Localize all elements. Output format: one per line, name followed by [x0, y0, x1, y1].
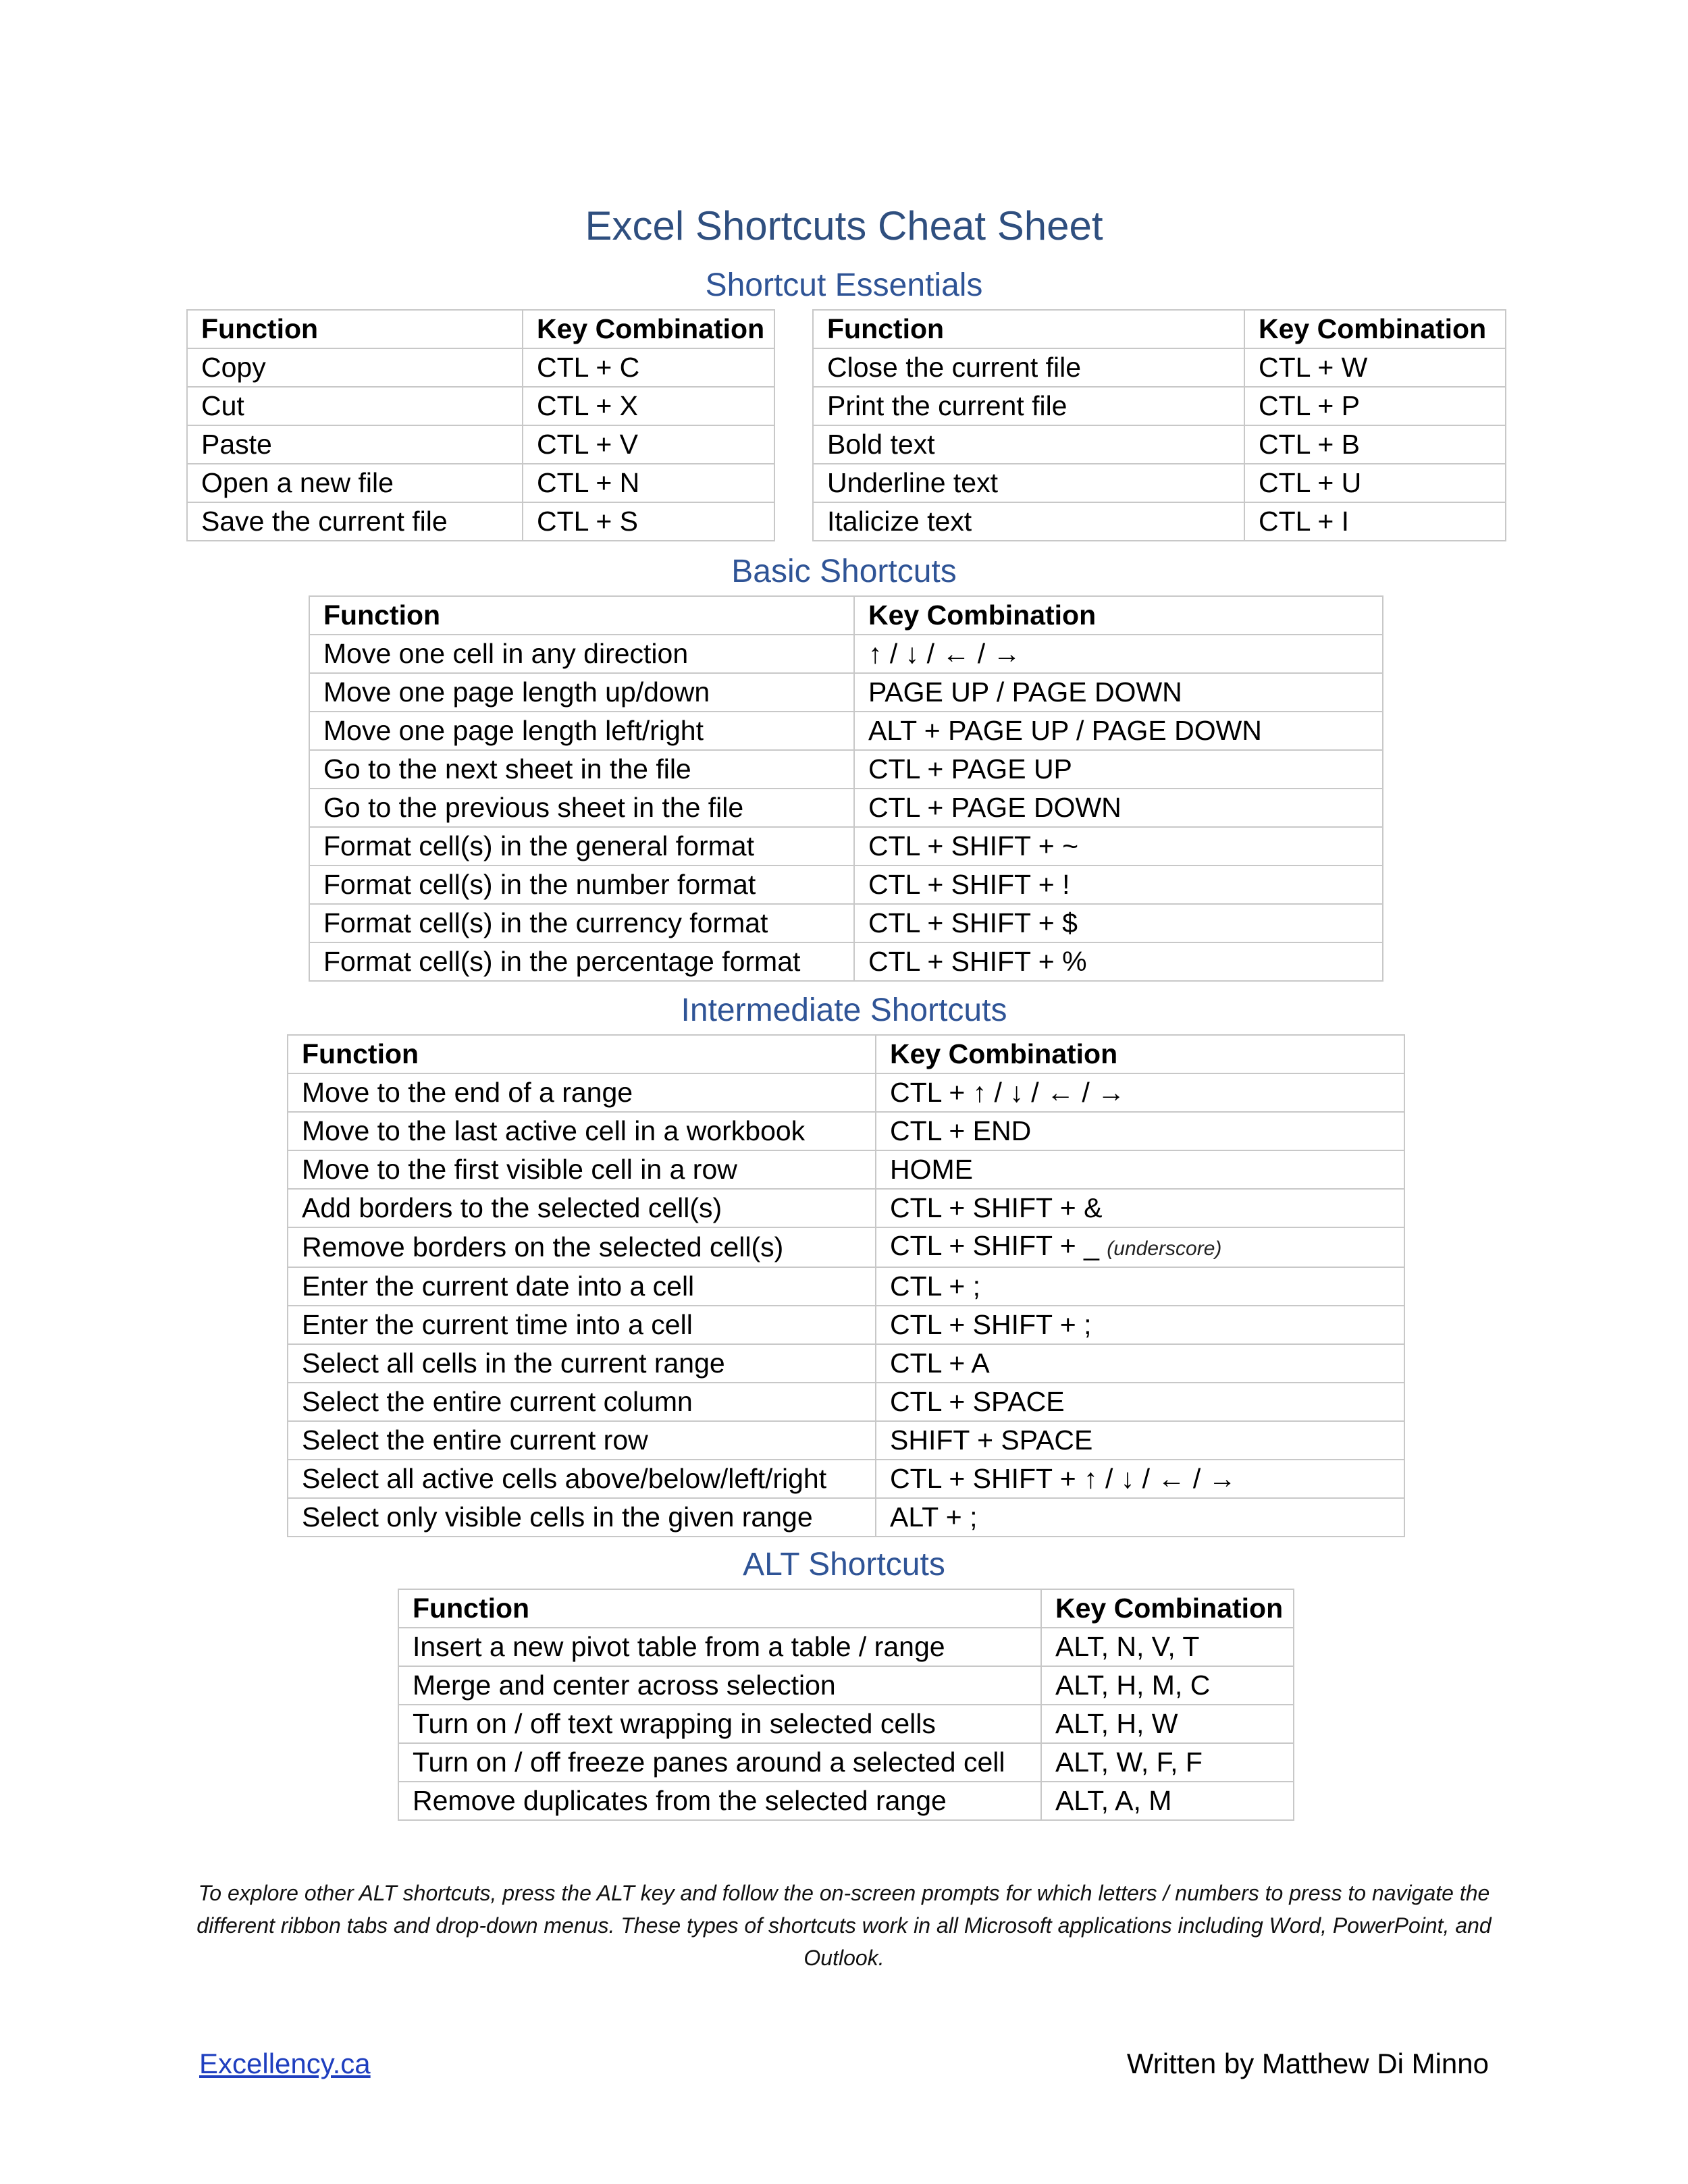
header-function: Function [813, 310, 1244, 348]
table-row [398, 1705, 1294, 1743]
function-cell: Enter the current time into a cell [288, 1306, 876, 1344]
header-key-combination: Key Combination [1244, 310, 1506, 348]
header-function: Function [187, 310, 523, 348]
key-cell: ALT, H, W [1041, 1705, 1294, 1743]
key-cell: CTL + V [523, 425, 774, 464]
essentials-left-table [186, 309, 775, 541]
alt-heading: ALT Shortcuts [743, 1547, 945, 1582]
table-row [309, 942, 1383, 981]
table-row [813, 502, 1506, 541]
table-row [813, 464, 1506, 502]
table-row [309, 827, 1383, 865]
header-function: Function [398, 1589, 1041, 1628]
key-cell: ALT, H, M, C [1041, 1666, 1294, 1705]
key-cell: CTL + SHIFT + $ [854, 904, 1383, 942]
header-key-combination: Key Combination [854, 596, 1383, 635]
table-row [398, 1628, 1294, 1666]
table-row [309, 635, 1383, 673]
function-cell: Save the current file [187, 502, 523, 541]
table-header-row [187, 310, 774, 348]
key-cell: CTL + SHIFT + ! [854, 865, 1383, 904]
table-header-row [288, 1035, 1404, 1073]
key-cell: CTL + SHIFT + ↑ / ↓ / ← / → [876, 1460, 1404, 1498]
key-cell: CTL + B [1244, 425, 1506, 464]
table-row [187, 348, 774, 387]
key-cell: CTL + W [1244, 348, 1506, 387]
intermediate-table [287, 1034, 1405, 1537]
key-cell: CTL + SHIFT + & [876, 1189, 1404, 1227]
function-cell: Move one page length up/down [309, 673, 854, 712]
key-cell: CTL + U [1244, 464, 1506, 502]
function-cell: Remove borders on the selected cell(s) [288, 1227, 876, 1267]
function-cell: Format cell(s) in the number format [309, 865, 854, 904]
function-cell: Select all cells in the current range [288, 1344, 876, 1383]
key-cell: CTL + SHIFT + ; [876, 1306, 1404, 1344]
table-header-row [813, 310, 1506, 348]
header-key-combination: Key Combination [876, 1035, 1404, 1073]
key-cell: HOME [876, 1150, 1404, 1189]
function-cell: Enter the current date into a cell [288, 1267, 876, 1306]
table-row [813, 387, 1506, 425]
key-cell: ALT, W, F, F [1041, 1743, 1294, 1782]
function-cell: Cut [187, 387, 523, 425]
function-cell: Insert a new pivot table from a table / range [398, 1628, 1041, 1666]
function-cell: Merge and center across selection [398, 1666, 1041, 1705]
table-row [309, 865, 1383, 904]
function-cell: Format cell(s) in the percentage format [309, 942, 854, 981]
key-cell: ALT, N, V, T [1041, 1628, 1294, 1666]
table-row [813, 425, 1506, 464]
key-cell: ALT + ; [876, 1498, 1404, 1537]
function-cell: Remove duplicates from the selected range [398, 1782, 1041, 1820]
table-row [813, 348, 1506, 387]
website-link[interactable]: Excellency.ca [199, 2048, 371, 2079]
table-row [288, 1073, 1404, 1112]
function-cell: Print the current file [813, 387, 1244, 425]
header-function: Function [288, 1035, 876, 1073]
function-cell: Bold text [813, 425, 1244, 464]
key-cell: CTL + ↑ / ↓ / ← / → [876, 1073, 1404, 1112]
function-cell: Format cell(s) in the currency format [309, 904, 854, 942]
table-row [309, 789, 1383, 827]
table-row [187, 425, 774, 464]
key-cell: CTL + SPACE [876, 1383, 1404, 1421]
key-cell: CTL + SHIFT + ~ [854, 827, 1383, 865]
basic-table [309, 595, 1383, 982]
essentials-right-table [812, 309, 1506, 541]
key-cell: CTL + C [523, 348, 774, 387]
function-cell: Move to the end of a range [288, 1073, 876, 1112]
table-row [288, 1421, 1404, 1460]
key-cell: CTL + A [876, 1344, 1404, 1383]
table-row [288, 1460, 1404, 1498]
function-cell: Select the entire current column [288, 1383, 876, 1421]
table-row [187, 387, 774, 425]
function-cell: Move one page length left/right [309, 712, 854, 750]
function-cell: Format cell(s) in the general format [309, 827, 854, 865]
function-cell: Open a new file [187, 464, 523, 502]
function-cell: Select all active cells above/below/left/right [288, 1460, 876, 1498]
key-cell [876, 1227, 1404, 1267]
key-cell: CTL + ; [876, 1267, 1404, 1306]
table-row [398, 1666, 1294, 1705]
function-cell: Move to the first visible cell in a row [288, 1150, 876, 1189]
key-cell: CTL + X [523, 387, 774, 425]
key-cell: CTL + PAGE DOWN [854, 789, 1383, 827]
table-header-row [309, 596, 1383, 635]
table-row [309, 750, 1383, 789]
basic-heading: Basic Shortcuts [731, 554, 957, 589]
key-cell: CTL + P [1244, 387, 1506, 425]
table-header-row [398, 1589, 1294, 1628]
key-text: CTL + SHIFT + _ [890, 1230, 1099, 1261]
key-cell: CTL + PAGE UP [854, 750, 1383, 789]
key-cell: CTL + S [523, 502, 774, 541]
key-cell: CTL + I [1244, 502, 1506, 541]
key-cell: PAGE UP / PAGE DOWN [854, 673, 1383, 712]
table-row [288, 1306, 1404, 1344]
function-cell: Select only visible cells in the given range [288, 1498, 876, 1537]
author-credit: Written by Matthew Di Minno [1126, 2048, 1489, 2079]
function-cell: Go to the previous sheet in the file [309, 789, 854, 827]
function-cell: Copy [187, 348, 523, 387]
key-cell: CTL + N [523, 464, 774, 502]
function-cell: Add borders to the selected cell(s) [288, 1189, 876, 1227]
table-row [288, 1383, 1404, 1421]
key-cell: ALT, A, M [1041, 1782, 1294, 1820]
table-row [288, 1498, 1404, 1537]
table-row [309, 673, 1383, 712]
function-cell: Select the entire current row [288, 1421, 876, 1460]
table-row [398, 1782, 1294, 1820]
table-row [288, 1112, 1404, 1150]
alt-table [398, 1589, 1294, 1821]
underscore-note: (underscore) [1107, 1237, 1222, 1260]
header-key-combination: Key Combination [523, 310, 774, 348]
table-row [398, 1743, 1294, 1782]
table-row [309, 712, 1383, 750]
key-cell: ↑ / ↓ / ← / → [854, 635, 1383, 673]
function-cell: Move one cell in any direction [309, 635, 854, 673]
function-cell: Turn on / off text wrapping in selected cells [398, 1705, 1041, 1743]
page-title: Excel Shortcuts Cheat Sheet [585, 203, 1103, 248]
key-cell: ALT + PAGE UP / PAGE DOWN [854, 712, 1383, 750]
function-cell: Italicize text [813, 502, 1244, 541]
function-cell: Move to the last active cell in a workbook [288, 1112, 876, 1150]
function-cell: Underline text [813, 464, 1244, 502]
function-cell: Close the current file [813, 348, 1244, 387]
function-cell: Paste [187, 425, 523, 464]
table-row [309, 904, 1383, 942]
function-cell: Go to the next sheet in the file [309, 750, 854, 789]
essentials-heading: Shortcut Essentials [705, 267, 983, 303]
key-cell: CTL + END [876, 1112, 1404, 1150]
table-row [288, 1189, 1404, 1227]
table-row [288, 1227, 1404, 1267]
header-key-combination: Key Combination [1041, 1589, 1294, 1628]
table-row [288, 1267, 1404, 1306]
key-cell: SHIFT + SPACE [876, 1421, 1404, 1460]
table-row [288, 1150, 1404, 1189]
function-cell: Turn on / off freeze panes around a selected cell [398, 1743, 1041, 1782]
footnote: To explore other ALT shortcuts, press the ALT key and follow the on-screen prompts for which letters / numbers to press to navigate the different ribbon tabs and drop-down menus. These types of shortcuts work in all Microsoft applications including Word, PowerPoint, and Outlook. [196, 1881, 1492, 1970]
header-function: Function [309, 596, 854, 635]
table-row [187, 464, 774, 502]
table-row [288, 1344, 1404, 1383]
key-cell: CTL + SHIFT + % [854, 942, 1383, 981]
intermediate-heading: Intermediate Shortcuts [681, 992, 1007, 1028]
table-row [187, 502, 774, 541]
